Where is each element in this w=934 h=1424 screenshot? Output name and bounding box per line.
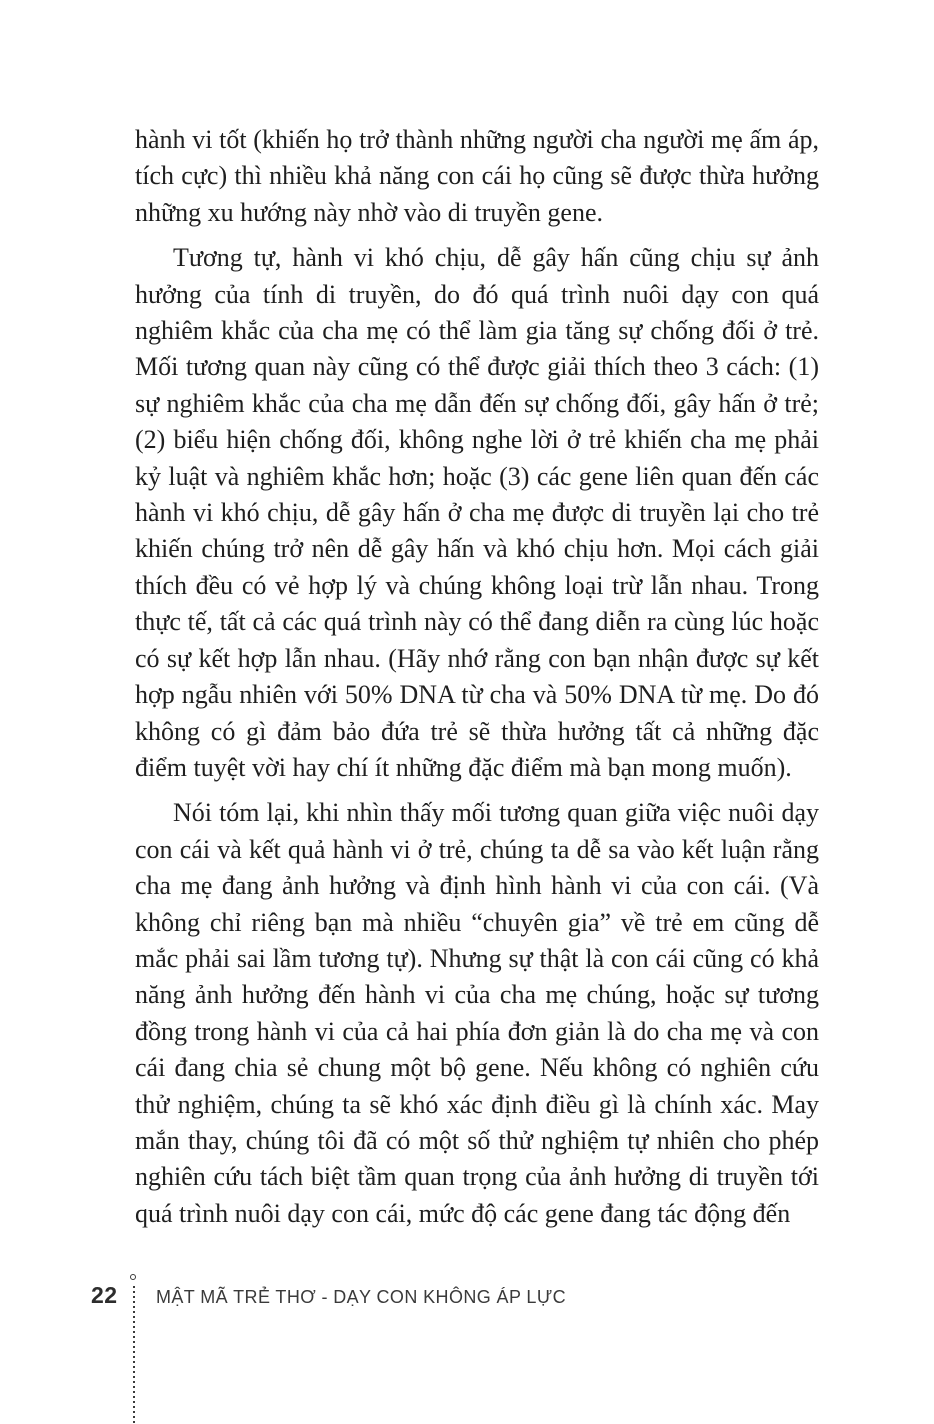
body-paragraph-2: Tương tự, hành vi khó chịu, dễ gây hấn cũng chịu sự ảnh hưởng của tính di truyền, do đó quá trình nuôi dạy con quá nghiêm khắc của cha mẹ có thể làm gia tăng sự chống đối ở trẻ. Mối tương quan này cũng có thể được giải thích theo 3 cách: (1) sự nghiêm khắc của cha mẹ dẫn đến sự chống đối, gây hấn ở trẻ; (2) biểu hiện chống đối, không nghe lời ở trẻ khiến cha mẹ phải kỷ luật và nghiêm khắc hơn; hoặc (3) các gene liên quan đến các hành vi khó chịu, dễ gây hấn ở cha mẹ được di truyền lại cho trẻ khiến chúng trở nên dễ gây hấn và khó chịu hơn. Mọi cách giải thích đều có vẻ hợp lý và chúng không loại trừ lẫn nhau. Trong thực tế, tất cả các quá trình này có thể đang diễn ra cùng lúc hoặc có sự kết hợp lẫn nhau. (Hãy nhớ rằng con bạn nhận được sự kết hợp ngẫu nhiên với 50% DNA từ cha và 50% DNA từ mẹ. Do đó không có gì đảm bảo đứa trẻ sẽ thừa hưởng tất cả những đặc điểm tuyệt vời hay chí ít những đặc điểm mà bạn mong muốn). (135, 243, 819, 782)
page-number: 22 (91, 1282, 118, 1308)
footer-divider-dotted-line (133, 1286, 135, 1424)
page-body-text (135, 122, 819, 1232)
footer-divider-circle (130, 1274, 136, 1280)
body-paragraph-3: Nói tóm lại, khi nhìn thấy mối tương quan giữa việc nuôi dạy con cái và kết quả hành vi ở trẻ, chúng ta dễ sa vào kết luận rằng cha mẹ đang ảnh hưởng và định hình hành vi của con cái. (Và không chỉ riêng bạn mà nhiều “chuyên gia” về trẻ em cũng dễ mắc phải sai lầm tương tự). Nhưng sự thật là con cái cũng có khả năng ảnh hưởng đến hành vi của cha mẹ chúng, hoặc sự tương đồng trong hành vi của cả hai phía đơn giản là do cha mẹ và con cái đang chia sẻ chung một bộ gene. Nếu không có nghiên cứu thử nghiệm, chúng ta sẽ khó xác định điều gì là chính xác. May mắn thay, chúng tôi đã có một số thử nghiệm tự nhiên cho phép nghiên cứu tách biệt tầm quan trọng của ảnh hưởng di truyền tới quá trình nuôi dạy con cái, mức độ các gene đang tác động đến (135, 798, 819, 1228)
running-book-title: MẬT MÃ TRẺ THƠ - DẠY CON KHÔNG ÁP LỰC (156, 1287, 567, 1307)
body-paragraph-1: hành vi tốt (khiến họ trở thành những người cha người mẹ ấm áp, tích cực) thì nhiều khả năng con cái họ cũng sẽ được thừa hưởng những xu hướng này nhờ vào di truyền gene. (135, 125, 819, 227)
